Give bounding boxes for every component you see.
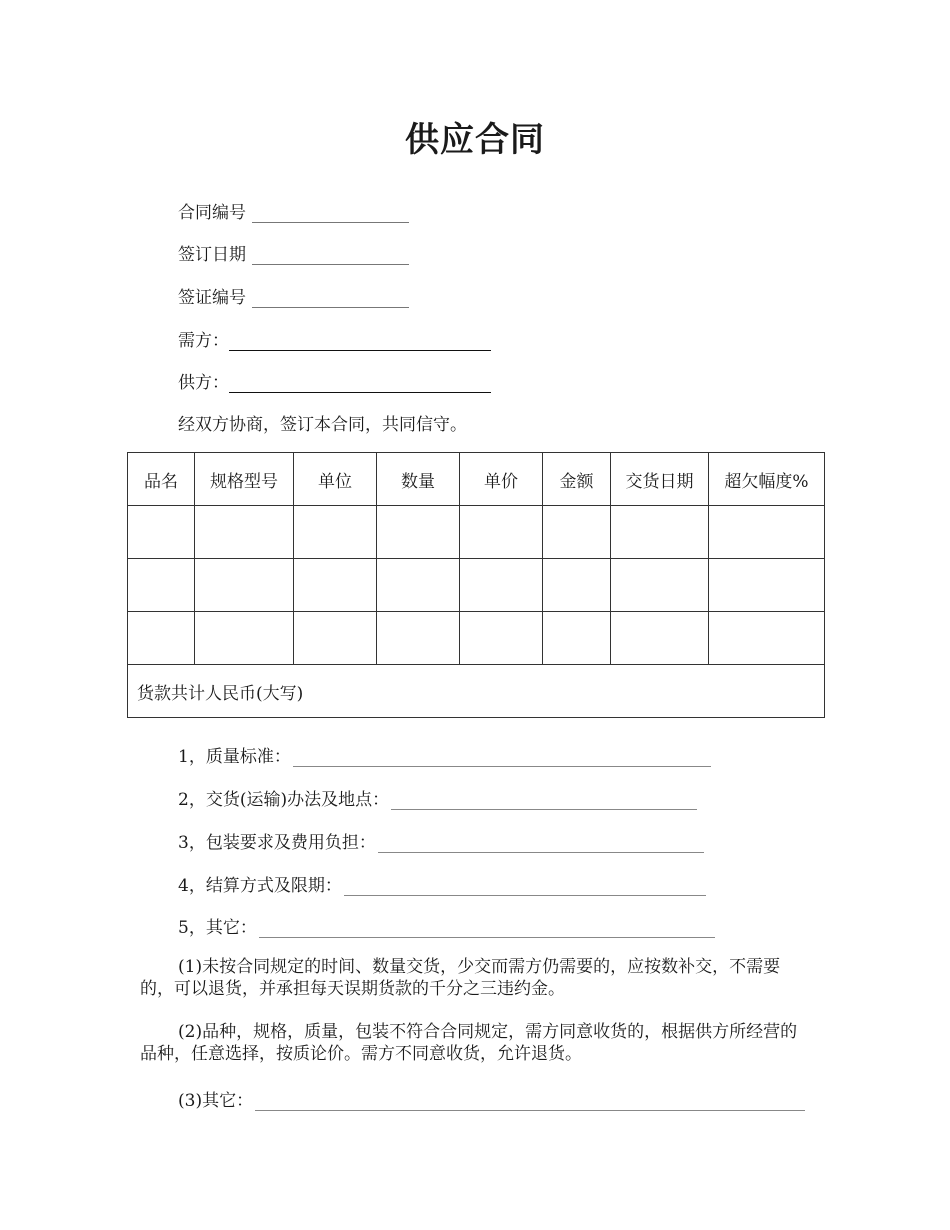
header-cell: 金额 <box>543 453 611 506</box>
paragraph-quality-mismatch: (2)品种，规格，质量，包装不符合合同规定，需方同意收货的，根据供方所经营的品种，任意选择，按质论价。需方不同意收货，允许退货。 <box>140 1022 798 1064</box>
sign-date-label: 签订日期 <box>178 245 246 265</box>
table-row <box>128 612 825 665</box>
clause-label: (3)其它： <box>178 1091 254 1111</box>
table-cell[interactable] <box>543 612 611 665</box>
clause-delivery <box>178 785 697 810</box>
table-cell[interactable] <box>377 559 460 612</box>
table-cell[interactable] <box>294 559 377 612</box>
other-field[interactable] <box>259 921 715 938</box>
header-cell: 规格型号 <box>195 453 294 506</box>
total-amount-cell[interactable]: 货款共计人民币(大写) <box>128 665 825 718</box>
clause-label: 1，质量标准： <box>178 747 291 767</box>
clause-other-3 <box>178 1086 805 1111</box>
clause-quality <box>178 742 711 767</box>
table-cell[interactable] <box>709 612 825 665</box>
header-cell: 数量 <box>377 453 460 506</box>
clause-label: 4，结算方式及限期： <box>178 876 342 896</box>
supplier-field[interactable] <box>229 376 491 393</box>
header-cell: 单位 <box>294 453 377 506</box>
header-cell: 交货日期 <box>611 453 709 506</box>
clause-other <box>178 913 715 938</box>
table-row <box>128 506 825 559</box>
table-cell[interactable] <box>377 506 460 559</box>
contract-number-field[interactable] <box>252 206 409 223</box>
header-cell: 品名 <box>128 453 195 506</box>
clause-label: 3，包装要求及费用负担： <box>178 833 376 853</box>
table-cell[interactable] <box>460 506 543 559</box>
buyer-field[interactable] <box>229 334 491 351</box>
supplier-label: 供方： <box>178 373 229 393</box>
table-cell[interactable] <box>195 559 294 612</box>
table-cell[interactable] <box>611 612 709 665</box>
table-cell[interactable] <box>195 506 294 559</box>
table-cell[interactable] <box>611 506 709 559</box>
contract-number-row <box>178 198 409 223</box>
table-cell[interactable] <box>709 559 825 612</box>
buyer-row <box>178 326 491 351</box>
total-row <box>128 665 825 718</box>
table-cell[interactable] <box>294 612 377 665</box>
table-cell[interactable] <box>377 612 460 665</box>
table-cell[interactable] <box>460 612 543 665</box>
clause-packaging <box>178 828 704 853</box>
table-cell[interactable] <box>543 559 611 612</box>
intro-text: 经双方协商，签订本合同，共同信守。 <box>178 415 467 435</box>
table-header-row <box>128 453 825 506</box>
paragraph-late-delivery: (1)未按合同规定的时间、数量交货，少交而需方仍需要的，应按数补交，不需要的，可以退货，并承担每天误期货款的千分之三违约金。 <box>140 957 781 999</box>
other-3-field[interactable] <box>255 1094 805 1111</box>
table-cell[interactable] <box>611 559 709 612</box>
supplier-row <box>178 368 491 393</box>
table-row <box>128 559 825 612</box>
table-cell[interactable] <box>128 612 195 665</box>
table-cell[interactable] <box>294 506 377 559</box>
contract-number-label: 合同编号 <box>178 203 246 223</box>
settlement-field[interactable] <box>344 879 706 896</box>
clause-label: 2，交货(运输)办法及地点： <box>178 790 390 810</box>
table-cell[interactable] <box>128 559 195 612</box>
cert-number-field[interactable] <box>252 291 409 308</box>
goods-table <box>127 452 825 718</box>
clause-label: 5，其它： <box>178 918 257 938</box>
clause-settlement <box>178 871 706 896</box>
header-cell: 单价 <box>460 453 543 506</box>
header-cell: 超欠幅度% <box>709 453 825 506</box>
quality-standard-field[interactable] <box>293 750 711 767</box>
cert-number-row <box>178 283 409 308</box>
table-cell[interactable] <box>128 506 195 559</box>
table-cell[interactable] <box>460 559 543 612</box>
cert-number-label: 签证编号 <box>178 288 246 308</box>
sign-date-row <box>178 240 409 265</box>
table-cell[interactable] <box>709 506 825 559</box>
table-cell[interactable] <box>543 506 611 559</box>
sign-date-field[interactable] <box>252 248 409 265</box>
packaging-field[interactable] <box>378 836 704 853</box>
table-cell[interactable] <box>195 612 294 665</box>
buyer-label: 需方： <box>178 331 229 351</box>
document-title: 供应合同 <box>405 120 545 160</box>
delivery-method-field[interactable] <box>391 793 697 810</box>
